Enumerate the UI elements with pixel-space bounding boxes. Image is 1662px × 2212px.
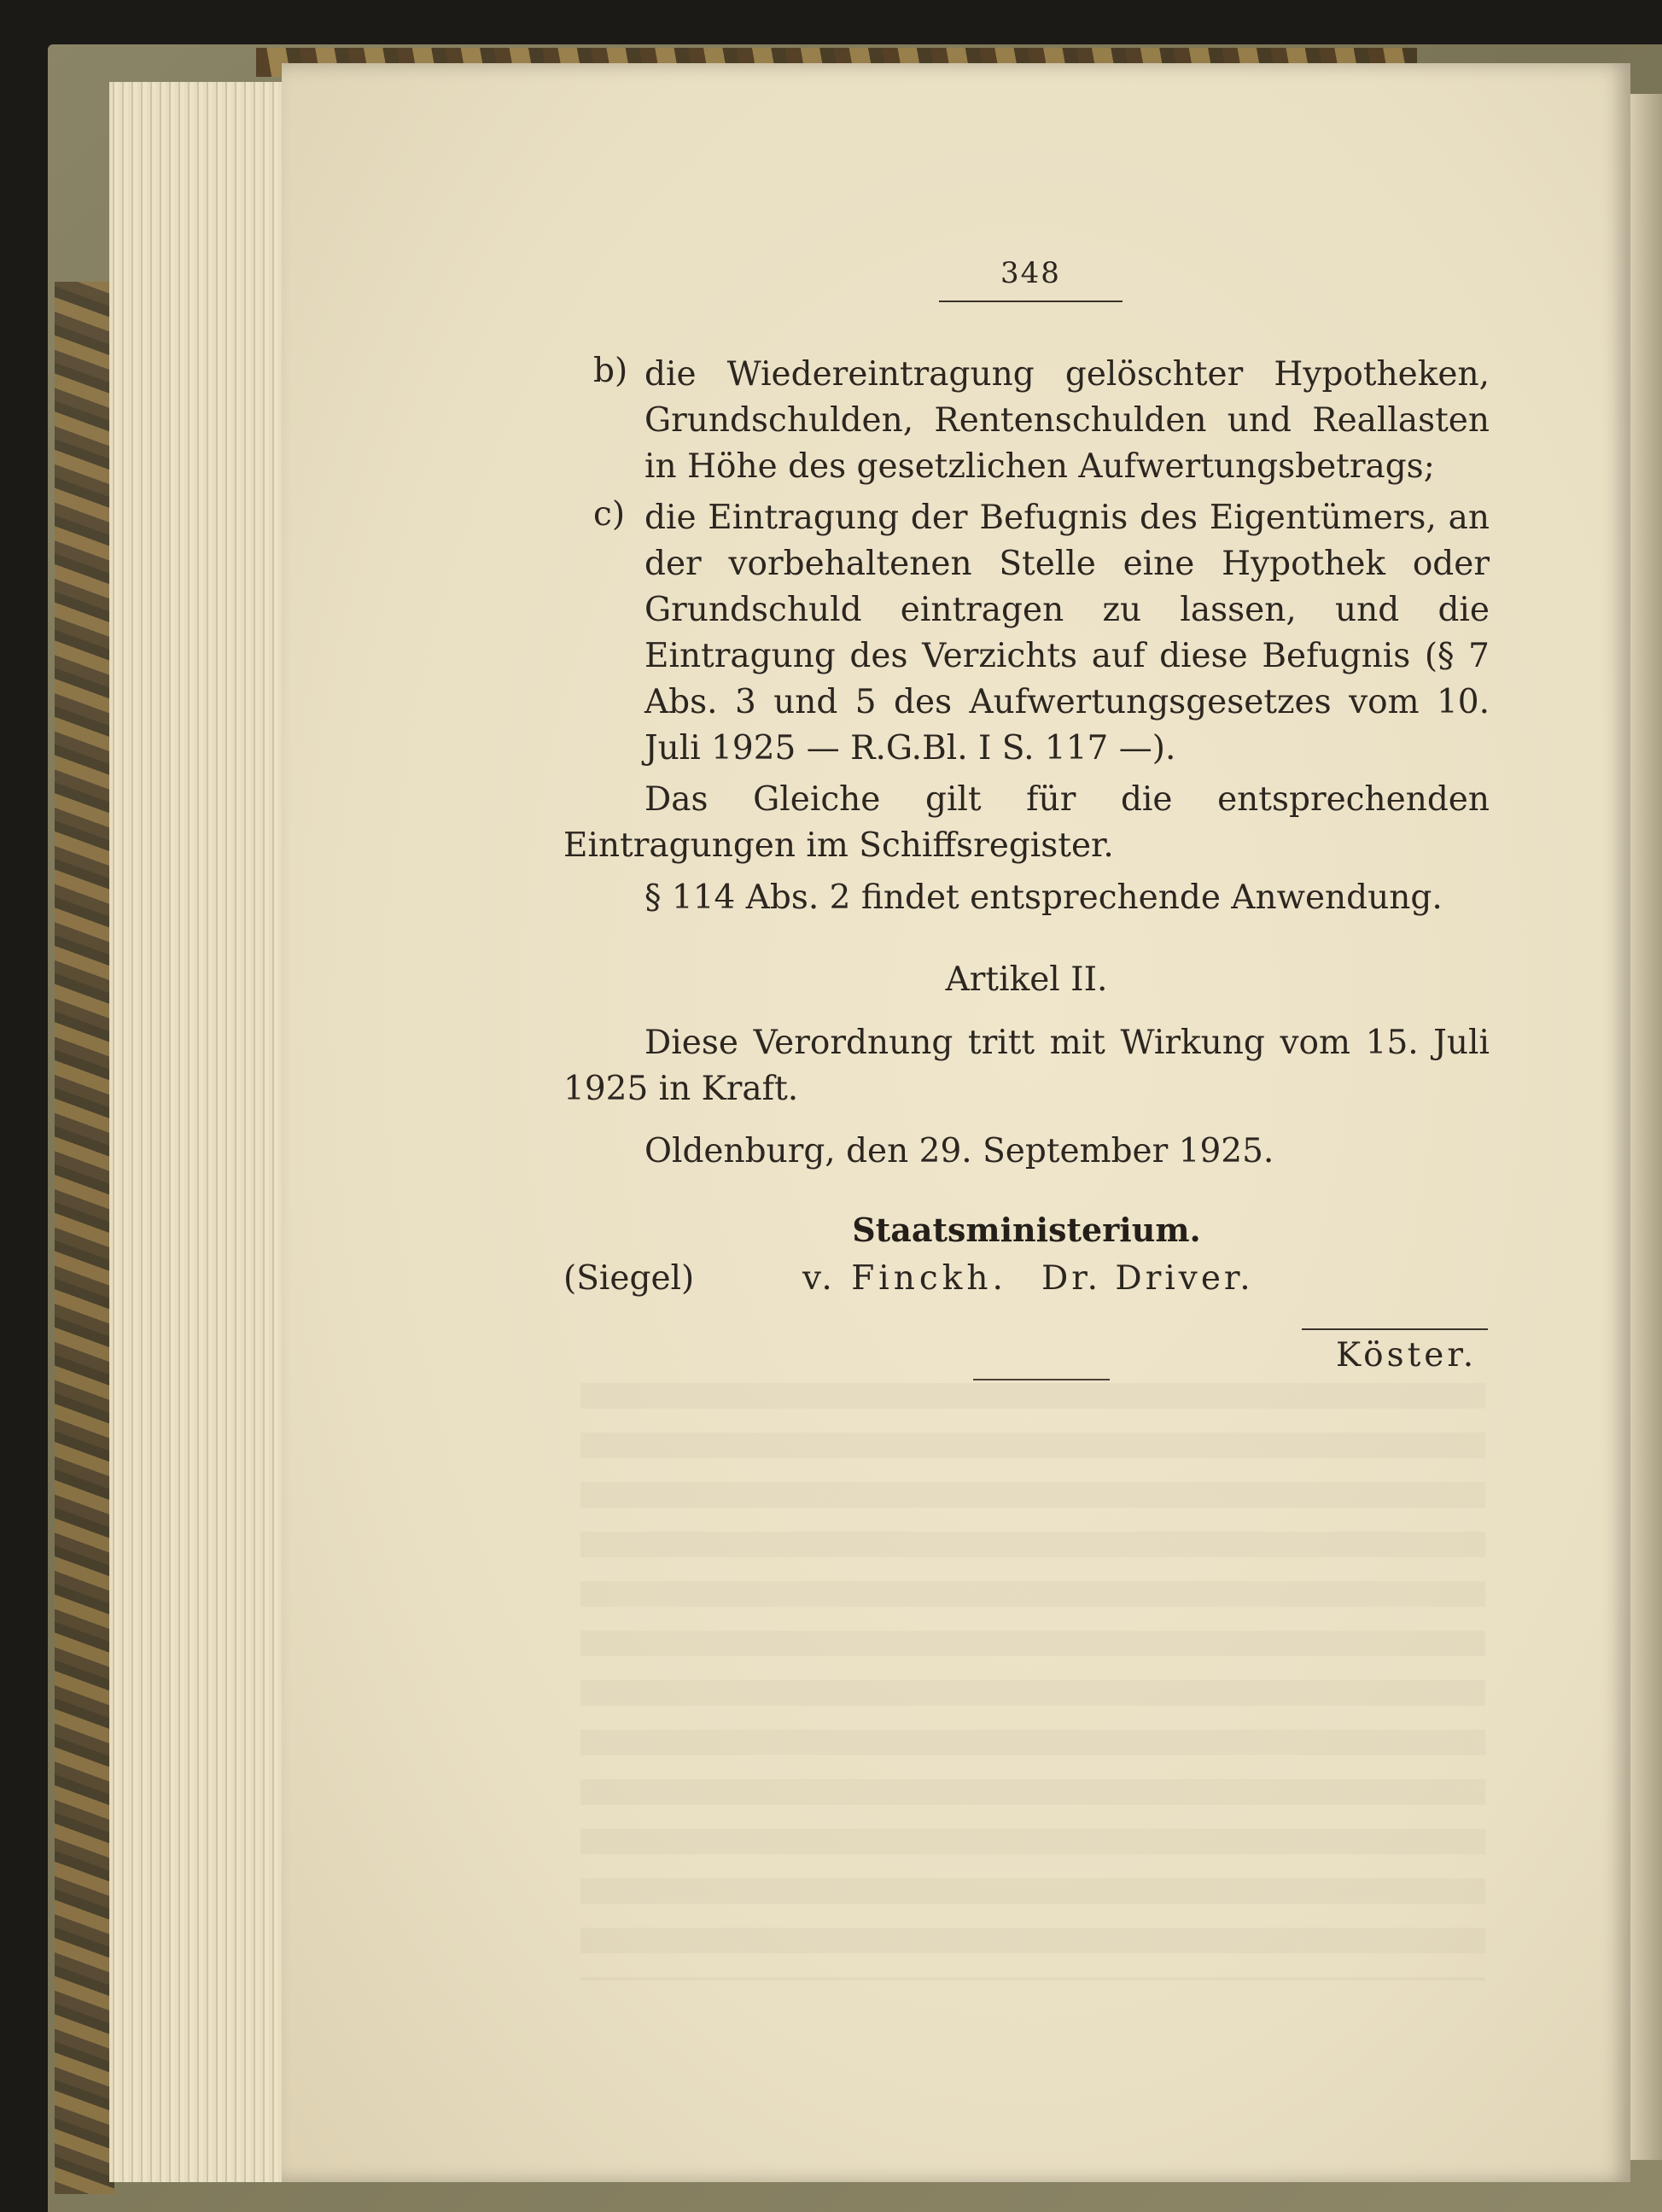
end-rule [973,1379,1110,1380]
page-number-rule [939,301,1123,302]
paragraph-schiffsregister: Das Gleiche gilt für die entsprechenden Eintragungen im Schiffsregister. [563,780,1490,865]
signature-finckh: v. Finckh. [802,1259,1007,1298]
place-date: Oldenburg, den 29. September 1925. [644,1132,1274,1170]
page-right-edge [1630,94,1662,2160]
item-text-b: die Wiedereintragung gelöschter Hypotheken, Grundschulden, Rentenschulden und Reallasten in Höhe des gesetzlichen Aufwertungsbetrags; [644,355,1490,486]
signature-rule [1302,1328,1488,1330]
page-number: 348 [1000,256,1061,290]
item-text-c: die Eintragung der Befugnis des Eigentümers, an der vorbehaltenen Stelle eine Hypothek oder Grundschuld eintragen zu lassen, und die Eintragung des Verzichts auf diese Befugnis (§ 7 Abs. 3 und 5 des Aufwertungsgesetzes vom 10. Juli 1925 — R.G.Bl. I S. 117 —). [644,499,1490,767]
signature-koester: Köster. [1336,1336,1478,1374]
item-label-c: c) [593,495,626,534]
article-text: Diese Verordnung tritt mit Wirkung vom 15. Juli 1925 in Kraft. [563,1024,1490,1108]
item-label-b: b) [593,352,628,390]
seal-label: (Siegel) [563,1259,695,1298]
article-heading: Artikel II. [945,960,1108,999]
signature-row [563,1259,1490,1310]
paragraph-section-114: § 114 Abs. 2 findet entsprechende Anwendung. [644,878,1443,917]
authority: Staatsministerium. [852,1211,1201,1249]
signature-driver: Dr. Driver. [1041,1259,1254,1298]
marbled-spine [55,282,114,2194]
bleed-through-text [580,1383,1485,1981]
